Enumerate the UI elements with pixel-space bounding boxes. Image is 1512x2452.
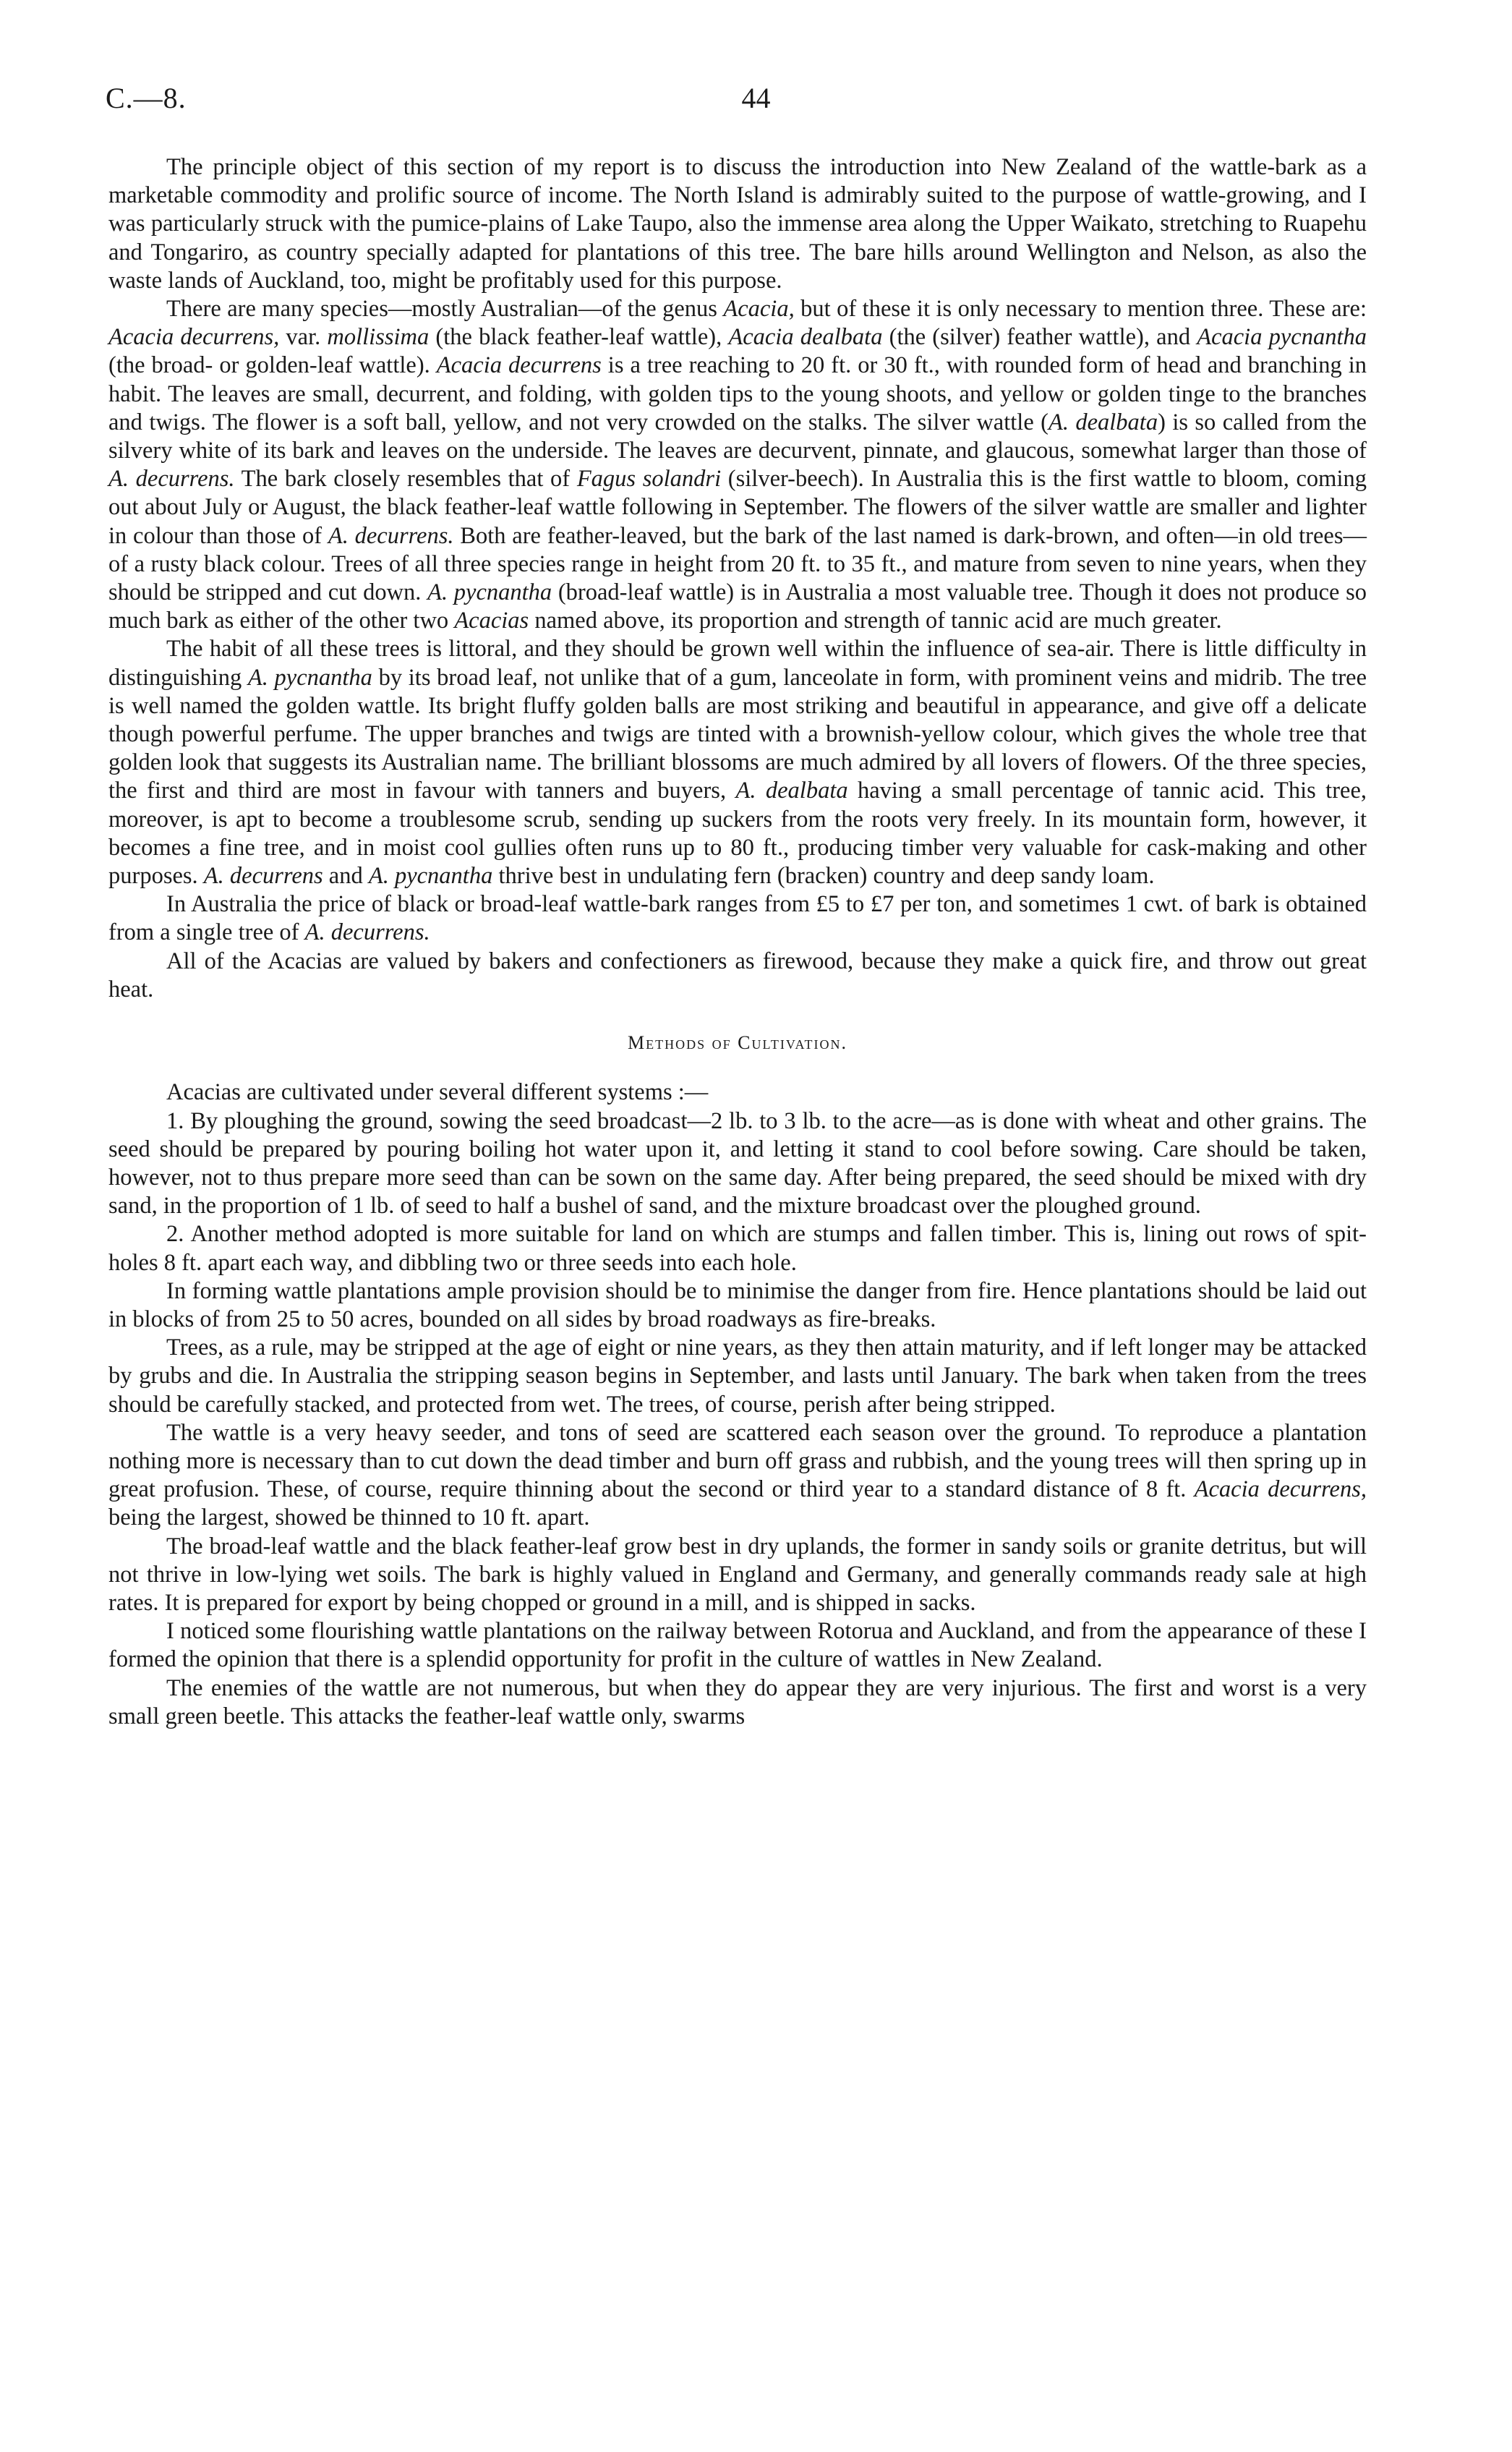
paragraph-text: Both are feather-leaved, but the bark of the last named is dark-brown, and often—in old trees—of a rusty black colour. Trees of all three species range in height from 20 ft. to 35 ft., and mature from seven to nine years, when they should be stripped and cut down. xyxy=(108,522,1367,606)
italic-term: mollissima xyxy=(327,324,430,351)
paragraph xyxy=(108,1674,1367,1731)
paragraph xyxy=(108,295,1367,635)
paragraph-text: is a tree reaching to 20 ft. or 30 ft., with rounded form of head and branching in habit. The leaves are small, decurrent, and folding, with golden tips to the young shoots, and yellow or golden tinge to the branches and twigs. The flower is a soft ball, yellow, and not very crowded on the stalks. The silver wattle ( xyxy=(108,352,1367,435)
paragraph xyxy=(108,890,1367,947)
paragraph-text: The enemies of the wattle are not numerous, but when they do appear they are very injurious. The first and worst is a very small green beetle. This attacks the feather-leaf wattle only, swarms xyxy=(108,1674,1367,1729)
italic-term: A. decurrens. xyxy=(328,522,454,549)
paragraph-text: In Australia the price of black or broad-leaf wattle-bark ranges from £5 to £7 per ton, and sometimes 1 cwt. of bark is obtained from a single tree of xyxy=(108,891,1367,946)
paragraph-text: Trees, as a rule, may be stripped at the age of eight or nine years, as they then attain maturity, and if left longer may be attacked by grubs and die. In Australia the stripping season begins in September, and lasts until January. The bark when taken from the trees should be carefully stacked, and protected from wet. The trees, of course, perish after being stripped. xyxy=(108,1334,1367,1418)
paragraph-text: The habit of all these trees is littoral, and they should be grown well within the influence of sea-air. There is little difficulty in distinguishing xyxy=(108,636,1367,691)
paragraph-text: var. xyxy=(279,324,328,351)
paragraph-text: The wattle is a very heavy seeder, and tons of seed are scattered each season over the ground. To reproduce a plantation nothing more is necessary than to cut down the dead timber and burn off grass and rubbish, and the young trees will then spring up in great profusion. These, of course, require thinning about the second or third year to a standard distance of 8 ft. xyxy=(108,1419,1367,1503)
paragraph-text: being the largest, showed be thinned to 10 ft. apart. xyxy=(108,1504,590,1531)
paragraph-text: named above, its proportion and strength of tannic acid are much greater. xyxy=(529,608,1222,634)
section-heading: Methods of Cultivation. xyxy=(628,1032,847,1054)
italic-term: Acacia, xyxy=(723,296,795,323)
paragraph xyxy=(108,948,1367,1004)
italic-term: A. pycnantha xyxy=(427,579,552,606)
paragraph-text: The principle object of this section of my report is to discuss the introduction into New Zealand of the wattle-bark as a marketable commodity and prolific source of income. The North Island is admirably suited to the purpose of wattle-growing, and I was particularly struck with the pumice-plains of Lake Taupo, also the immense area along the Upper Waikato, stretching to Ruapehu and Tongariro, as country specially adapted for plantations of this tree. The bare hills around Wellington and Nelson, as also the waste lands of Auckland, too, might be profitably used for this purpose. xyxy=(108,154,1367,294)
italic-term: A. pycnantha xyxy=(368,863,493,890)
italic-term: A. dealbata xyxy=(735,778,848,804)
paragraph xyxy=(108,1078,1367,1107)
italic-term: Acacia decurrens xyxy=(436,352,602,379)
paragraph-text: 1. By ploughing the ground, sowing the seed broadcast—2 lb. to 3 lb. to the acre—as is done with wheat and other grains. The seed should be prepared by pouring boiling hot water upon it, and letting it stand to cool before sowing. Care should be taken, however, not to thus prepare more seed than can be sown on the same day. After being prepared, the seed should be mixed with dry sand, in the proportion of 1 lb. of seed to half a bushel of sand, and the mixture broadcast over the ploughed ground. xyxy=(108,1107,1367,1219)
paragraph-text: Acacias are cultivated under several different systems :— xyxy=(166,1079,709,1106)
paragraph-text: (the black feather-leaf wattle), xyxy=(429,324,729,351)
italic-term: A. decurrens. xyxy=(304,919,430,946)
paragraph-text: All of the Acacias are valued by bakers and confectioners as firewood, because they make a quick fire, and throw out great heat. xyxy=(108,948,1367,1002)
section-methods-of-cultivation xyxy=(108,1078,1367,1731)
paragraph-text: thrive best in undulating fern (bracken) country and deep sandy loam. xyxy=(492,863,1155,890)
italic-term: A. dealbata xyxy=(1048,409,1158,435)
italic-term: Acacias xyxy=(454,608,529,634)
italic-term: A. decurrens. xyxy=(108,466,235,493)
paragraph xyxy=(108,1277,1367,1334)
italic-term: Acacia decurrens, xyxy=(108,324,280,351)
paragraph-text: by its broad leaf, not unlike that of a gum, lanceolate in form, with prominent veins and midrib. The tree is well named the golden wattle. Its bright fluffy golden balls are most striking and beautiful in appearance, and give off a delicate though powerful perfume. The upper branches and twigs are tinted with a brownish-yellow colour, which gives the whole tree that golden look that suggests its Australian name. The brilliant blossoms are much admired by all lovers of flowers. Of the three species, the first and third are most in favour with tanners and buyers, xyxy=(108,664,1367,804)
paragraph xyxy=(108,1419,1367,1533)
paragraph-text: (broad-leaf wattle) is in Australia a most valuable tree. Though it does not produce so much bark as either of the other two xyxy=(108,579,1367,634)
paragraph xyxy=(108,1533,1367,1618)
paragraph-text: In forming wattle plantations ample provision should be to minimise the danger from fire. Hence plantations should be laid out in blocks of from 25 to 50 acres, bounded on all sides by broad roadways as fire-breaks. xyxy=(108,1277,1367,1332)
paragraph xyxy=(108,1617,1367,1674)
paragraph-text: ) is so called from the silvery white of its bark and leaves on the underside. The leaves are decurvent, pinnate, and glaucous, somewhat larger than those of xyxy=(108,409,1367,464)
paragraph-text: The broad-leaf wattle and the black feather-leaf grow best in dry uplands, the former in sandy soils or granite detritus, but will not thrive in low-lying wet soils. The bark is highly valued in England and Germany, and generally commands ready sale at high rates. It is prepared for export by being chopped or ground in a mill, and is shipped in sacks. xyxy=(108,1533,1367,1616)
paragraph-text: having a small percentage of tannic acid. This tree, moreover, is apt to become a troublesome scrub, sending up suckers from the roots very freely. In its mountain form, however, it becomes a fine tree, and in moist cool gullies often runs up to 80 ft., producing timber very valuable for cask-making and other purposes. xyxy=(108,778,1367,890)
page-number: 44 xyxy=(741,82,771,114)
paragraph-text: (silver-beech). In Australia this is the first wattle to bloom, coming out about July or August, the black feather-leaf wattle following in September. The flowers of the silver wattle are smaller and lighter in colour than those of xyxy=(108,466,1367,549)
paragraph-text: 2. Another method adopted is more suitable for land on which are stumps and fallen timber. This is, lining out rows of spit-holes 8 ft. apart each way, and dibbling two or three seeds into each hole. xyxy=(108,1221,1367,1276)
paragraph xyxy=(108,635,1367,890)
paragraph-text: I noticed some flourishing wattle plantations on the railway between Rotorua and Auckland, and from the appearance of these I formed the opinion that there is a splendid opportunity for profit in the culture of wattles in New Zealand. xyxy=(108,1618,1367,1673)
section-introduction xyxy=(108,153,1367,1004)
paragraph-text: (the broad- or golden-leaf wattle). xyxy=(108,352,437,379)
paragraph-text: but of these it is only necessary to mention three. These are: xyxy=(794,296,1367,323)
body-text xyxy=(108,153,1367,1731)
italic-term: Acacia dealbata xyxy=(728,324,883,351)
page-header xyxy=(106,81,1406,124)
paragraph-text: (the (silver) feather wattle), and xyxy=(882,324,1197,351)
document-reference: C.—8. xyxy=(106,82,187,114)
paragraph-text: There are many species—mostly Australian—of the genus xyxy=(166,296,724,323)
paragraph xyxy=(108,1107,1367,1221)
italic-term: A. pycnantha xyxy=(247,664,372,691)
paragraph-text: and xyxy=(323,863,369,890)
italic-term: A. decurrens xyxy=(203,863,323,890)
italic-term: Fagus solandri xyxy=(576,466,722,493)
italic-term: Acacia decurrens, xyxy=(1194,1476,1367,1503)
paragraph xyxy=(108,1334,1367,1419)
paragraph xyxy=(108,153,1367,295)
paragraph-text: The bark closely resembles that of xyxy=(234,466,577,493)
paragraph xyxy=(108,1220,1367,1277)
italic-term: Acacia pycnantha xyxy=(1197,324,1367,351)
